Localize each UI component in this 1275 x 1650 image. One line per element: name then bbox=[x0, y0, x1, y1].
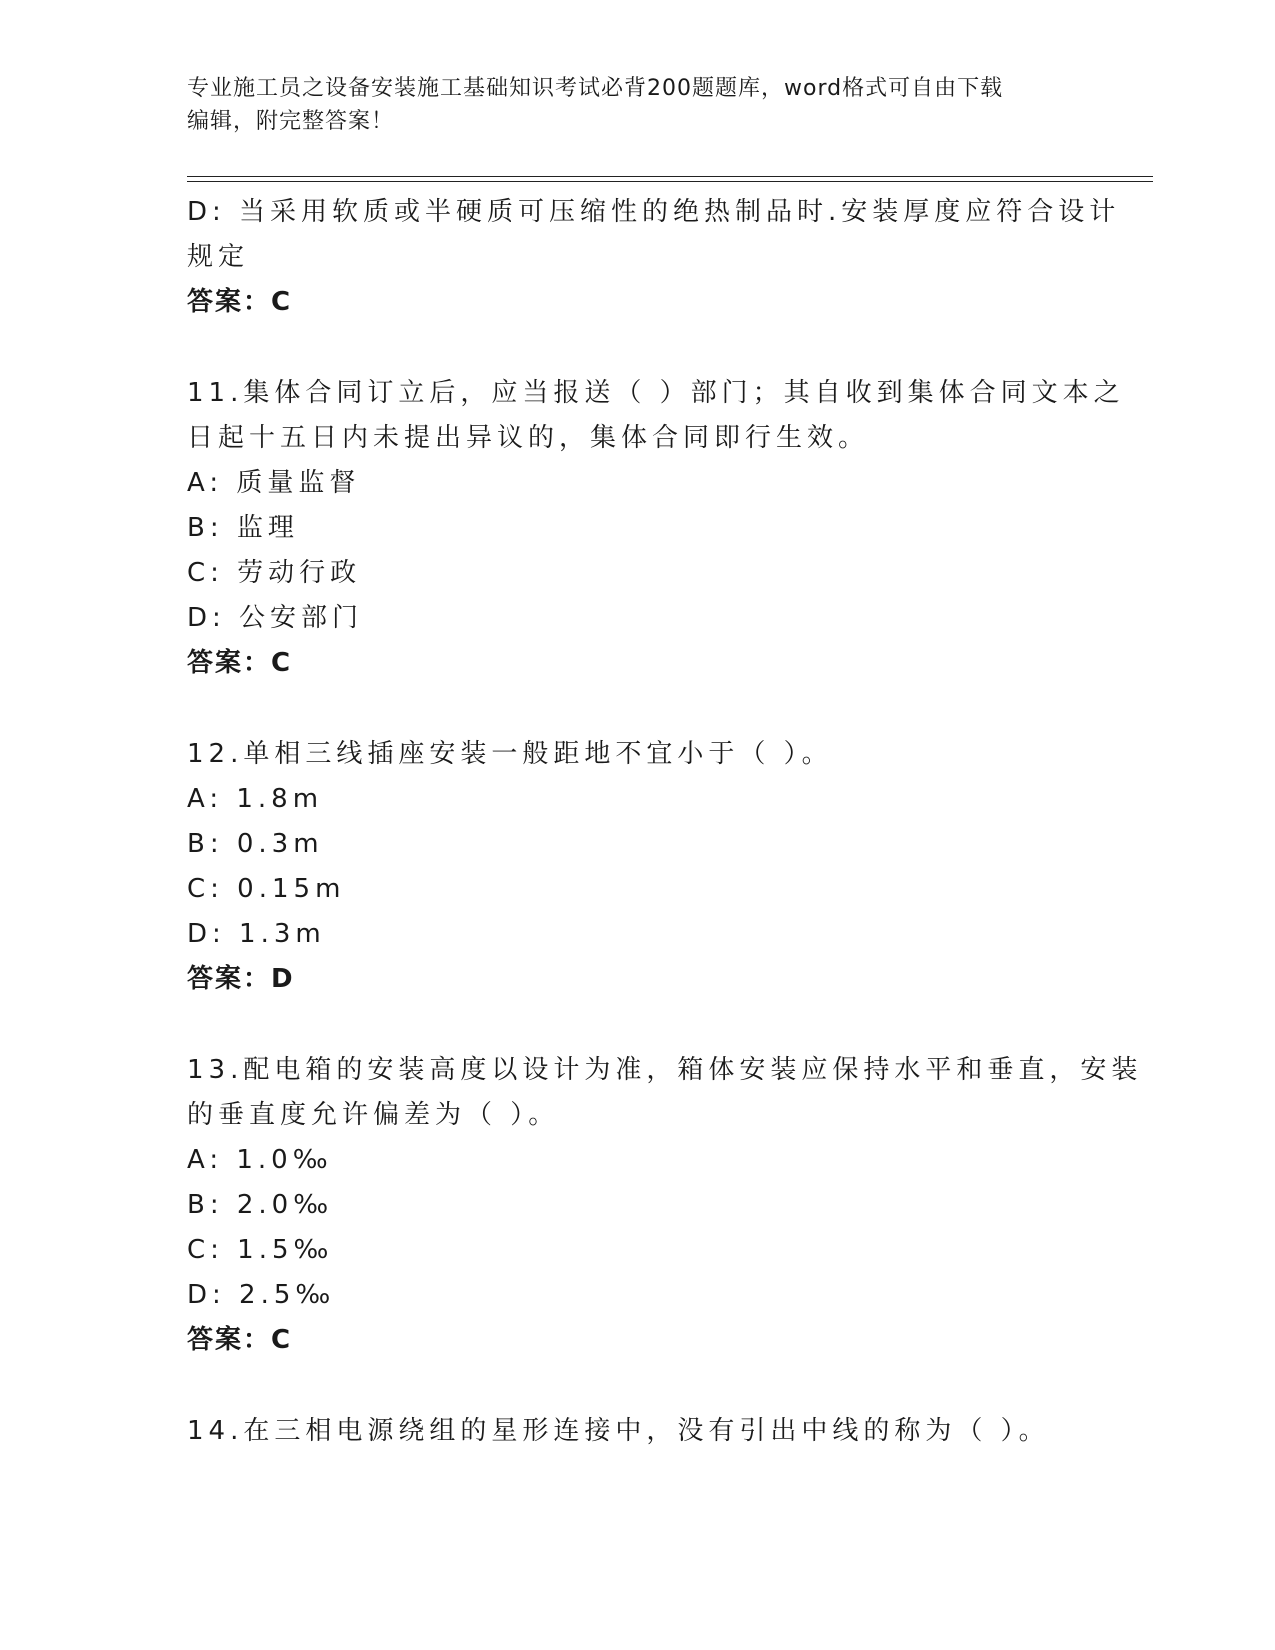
answer-line: 答案：C bbox=[187, 648, 293, 678]
option-b: B: 2.0‰ bbox=[187, 1190, 334, 1220]
question-stem: 11.集体合同订立后，应当报送（ ）部门；其自收到集体合同文本之 bbox=[187, 378, 1125, 408]
option-b: B: 0.3m bbox=[187, 829, 324, 859]
answer-line: 答案：C bbox=[187, 287, 293, 317]
question-stem: 13.配电箱的安装高度以设计为准，箱体安装应保持水平和垂直，安装 bbox=[187, 1055, 1143, 1085]
header-divider-top bbox=[187, 176, 1153, 177]
option-d: D: 2.5‰ bbox=[187, 1280, 336, 1310]
question-stem-continued: 的垂直度允许偏差为（ ）。 bbox=[187, 1100, 560, 1130]
option-c: C: 1.5‰ bbox=[187, 1235, 334, 1265]
question-11 bbox=[187, 371, 1125, 686]
question-12 bbox=[187, 732, 1087, 1002]
option-d: D: 公安部门 bbox=[187, 603, 364, 633]
question-stem: 14.在三相电源绕组的星形连接中，没有引出中线的称为（ ）。 bbox=[187, 1416, 1050, 1446]
option-d-continued: 规定 bbox=[187, 242, 250, 272]
header-divider-bottom bbox=[187, 181, 1153, 182]
header-line-2: 编辑，附完整答案！ bbox=[187, 109, 395, 134]
answer-line: 答案：D bbox=[187, 964, 295, 994]
header-line-1: 专业施工员之设备安装施工基础知识考试必背200题题库，word格式可自由下载 bbox=[187, 76, 1004, 101]
option-c: C: 劳动行政 bbox=[187, 558, 362, 588]
option-d: D: 当采用软质或半硬质可压缩性的绝热制品时.安装厚度应符合设计 bbox=[187, 197, 1121, 227]
question-stem-continued: 日起十五日内未提出异议的，集体合同即行生效。 bbox=[187, 423, 870, 453]
option-a: A: 质量监督 bbox=[187, 468, 361, 498]
document-header bbox=[187, 72, 1087, 138]
carryover-block bbox=[187, 190, 1121, 325]
answer-line: 答案：C bbox=[187, 1325, 293, 1355]
option-c: C: 0.15m bbox=[187, 874, 346, 904]
question-stem: 12.单相三线插座安装一般距地不宜小于（ ）。 bbox=[187, 739, 833, 769]
option-d: D: 1.3m bbox=[187, 919, 326, 949]
option-a: A: 1.8m bbox=[187, 784, 324, 814]
option-a: A: 1.0‰ bbox=[187, 1145, 333, 1175]
question-content bbox=[187, 190, 1143, 1454]
question-13 bbox=[187, 1048, 1143, 1363]
option-b: B: 监理 bbox=[187, 513, 299, 543]
question-14 bbox=[187, 1409, 1087, 1454]
